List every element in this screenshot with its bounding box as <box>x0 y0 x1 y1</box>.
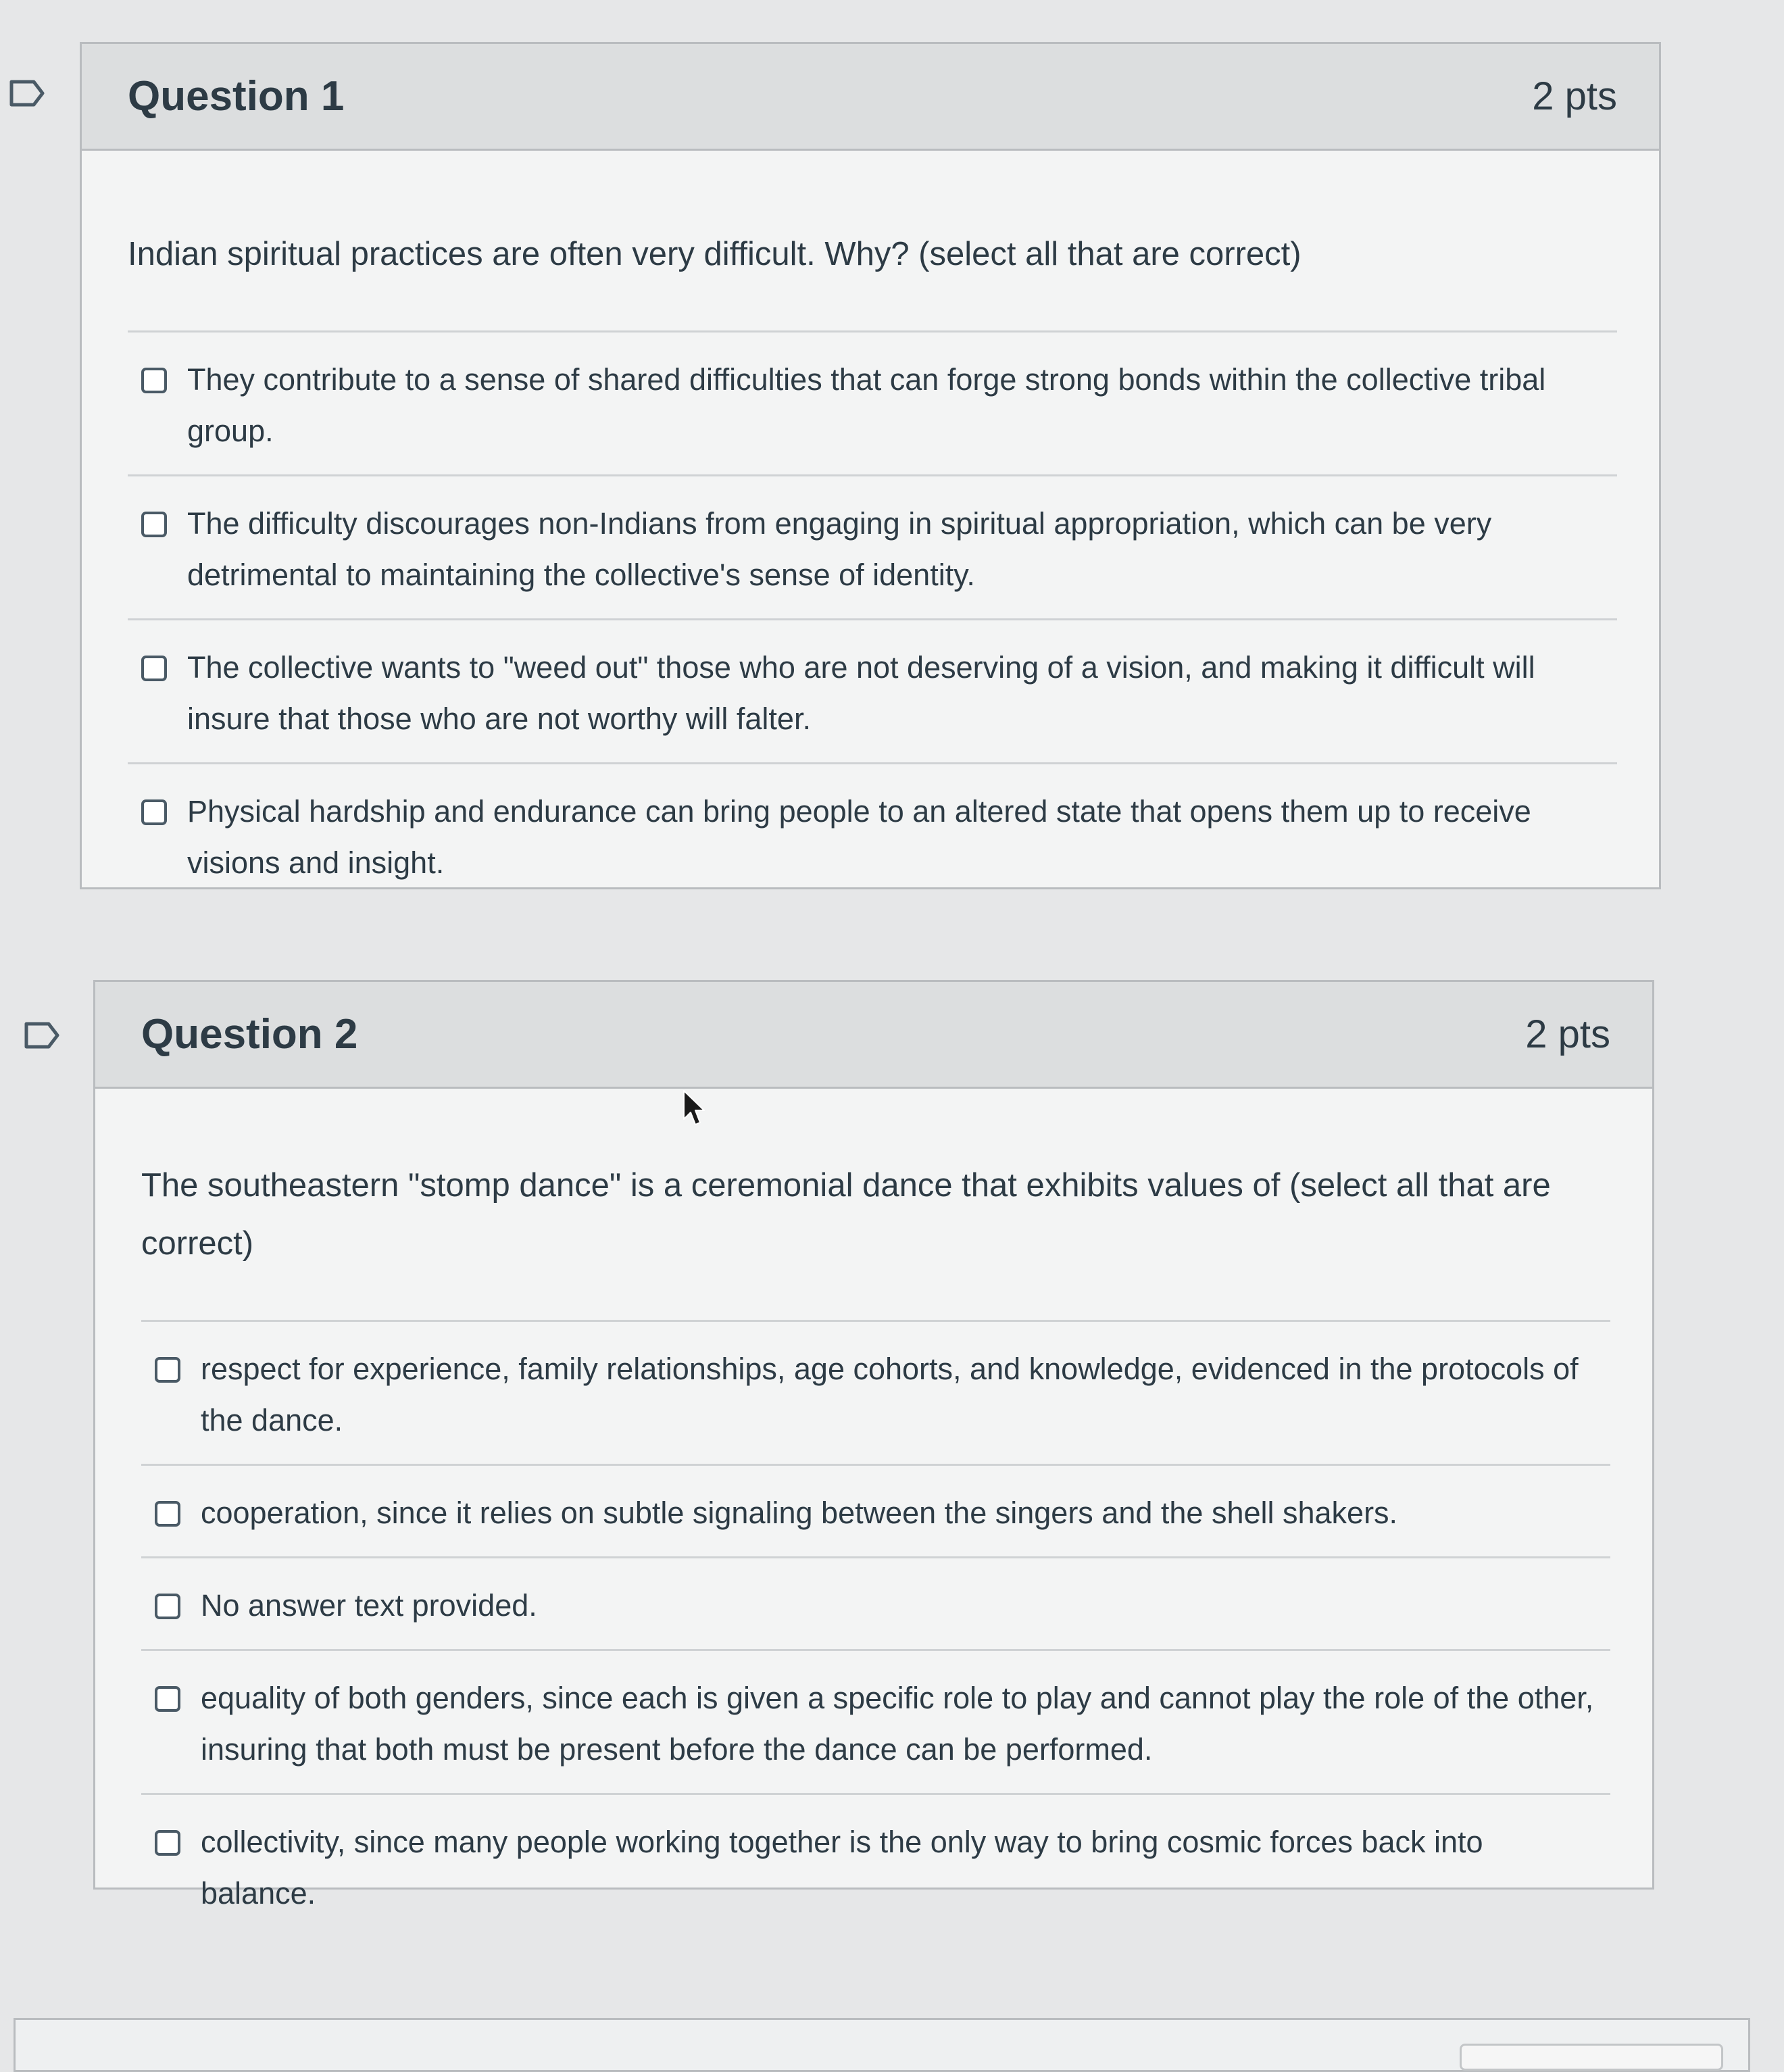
answer-checkbox[interactable] <box>155 1830 180 1856</box>
answer-checkbox[interactable] <box>141 799 167 825</box>
question-1-body <box>82 151 1659 947</box>
answer-label[interactable]: respect for experience, family relationships, age cohorts, and knowledge, evidenced in the protocols of the dance. <box>201 1352 1579 1437</box>
answer-option[interactable] <box>128 620 1617 764</box>
answer-checkbox[interactable] <box>155 1357 180 1383</box>
answer-label[interactable]: They contribute to a sense of shared difficulties that can forge strong bonds within the collective tribal group. <box>187 362 1546 448</box>
partial-button[interactable] <box>1460 2044 1723 2071</box>
answer-label[interactable]: The difficulty discourages non-Indians from engaging in spiritual appropriation, which can be very detrimental to maintaining the collective's sense of identity. <box>187 506 1492 592</box>
answer-option[interactable] <box>141 1322 1610 1466</box>
answer-checkbox[interactable] <box>141 512 167 537</box>
answer-option[interactable] <box>141 1651 1610 1795</box>
question-2-title: Question 2 <box>141 1011 358 1058</box>
answer-checkbox[interactable] <box>155 1501 180 1527</box>
answer-option[interactable] <box>128 764 1617 906</box>
answer-label[interactable]: equality of both genders, since each is given a specific role to play and cannot play the role of the other, insuring that both must be present before the dance can be performed. <box>201 1681 1594 1767</box>
answer-label[interactable]: collectivity, since many people working together is the only way to bring cosmic forces back into balance. <box>201 1825 1483 1910</box>
answer-option[interactable] <box>141 1558 1610 1651</box>
question-2-points: 2 pts <box>1525 1012 1610 1056</box>
answer-label[interactable]: The collective wants to "weed out" those who are not deserving of a vision, and making it difficult will insure that those who are not worthy will falter. <box>187 650 1535 736</box>
answer-label[interactable]: cooperation, since it relies on subtle signaling between the singers and the shell shakers. <box>201 1496 1398 1530</box>
question-1-text: Indian spiritual practices are often very difficult. Why? (select all that are correct) <box>128 236 1302 272</box>
answer-label[interactable]: No answer text provided. <box>201 1588 537 1623</box>
answer-checkbox[interactable] <box>141 656 167 681</box>
flag-question-2-icon[interactable] <box>24 1022 59 1049</box>
mouse-cursor-icon <box>683 1089 705 1127</box>
flag-question-1-icon[interactable] <box>9 80 45 107</box>
answer-checkbox[interactable] <box>155 1686 180 1712</box>
question-2-text: The southeastern "stomp dance" is a ceremonial dance that exhibits values of (select all that are correct) <box>141 1167 1551 1262</box>
question-1-points: 2 pts <box>1532 74 1617 118</box>
question-1-header <box>82 44 1659 151</box>
answer-option[interactable] <box>128 332 1617 476</box>
question-2-card <box>93 980 1654 1910</box>
question-2-header <box>95 982 1652 1089</box>
answer-label[interactable]: Physical hardship and endurance can bring people to an altered state that opens them up to receive visions and insight. <box>187 794 1531 880</box>
answer-option[interactable] <box>128 476 1617 620</box>
question-2-answers <box>141 1320 1610 1937</box>
answer-checkbox[interactable] <box>155 1594 180 1619</box>
answer-checkbox[interactable] <box>141 368 167 393</box>
answer-option[interactable] <box>141 1466 1610 1558</box>
question-1-card <box>80 42 1661 889</box>
question-1-answers <box>128 330 1617 906</box>
question-2-body <box>95 1089 1652 1977</box>
question-1-title: Question 1 <box>128 73 345 120</box>
answer-option[interactable] <box>141 1795 1610 1937</box>
